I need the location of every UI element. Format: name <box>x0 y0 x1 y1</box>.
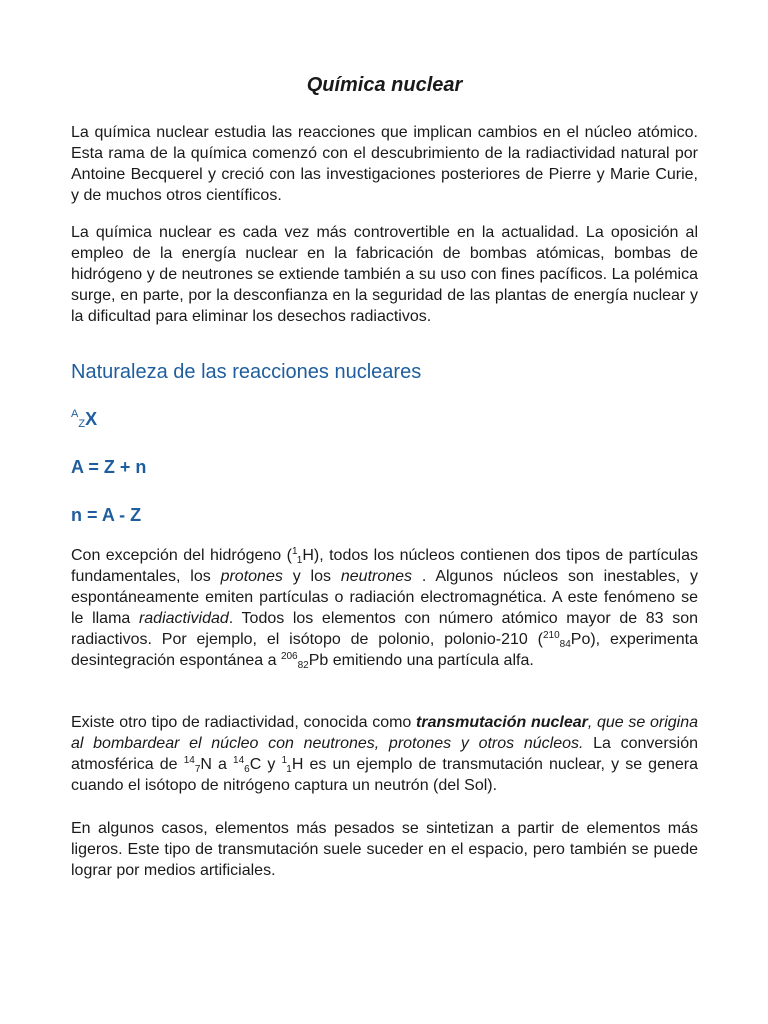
body-paragraph-4 <box>71 712 698 796</box>
text-run: Con excepción del hidrógeno ( <box>71 547 292 564</box>
text-run: H), todos los núcleos contienen dos tipos de partículas fundamentales, los <box>71 547 699 585</box>
superscript: 14 <box>183 755 195 766</box>
subscript: 84 <box>559 639 571 650</box>
superscript: 210 <box>542 630 560 641</box>
subscript: 1 <box>286 764 292 775</box>
intro-paragraph-1: La química nuclear estudia las reacciones que implican cambios en el núcleo atómico. Esta rama de la química comenzó con el descubrimiento de la radiactividad natural por Antoine Becquerel y creció con las investigaciones posteriores de Pierre y Marie Curie, y de muchos otros científicos. <box>71 124 698 204</box>
atomic-number-symbol: Z <box>78 418 86 430</box>
subscript: 82 <box>297 660 309 671</box>
document-title: Química nuclear <box>306 74 463 96</box>
body-paragraph-5: En algunos casos, elementos más pesados se sintetizan a partir de elementos más ligeros. Este tipo de transmutación suele suceder en el espacio, pero también se puede lograr por medios artificiales. <box>71 820 698 879</box>
text-run: H es un ejemplo de transmutación nuclear, y se genera cuando el isótopo de nitrógeno captura un neutrón (del Sol). <box>71 756 699 794</box>
section-heading: Naturaleza de las reacciones nucleares <box>71 361 422 383</box>
text-run: Existe otro tipo de radiactividad, conocida como <box>71 714 417 731</box>
text-run: . Algunos núcleos son inestables, y espontáneamente emiten partículas o radiación electromagnética. A este fenómeno se le llama <box>71 568 699 627</box>
superscript: 1 <box>291 546 297 557</box>
text-run: y los <box>282 568 341 585</box>
emphasis-neutrones: neutrones <box>340 568 413 585</box>
subscript: 1 <box>296 555 303 566</box>
subscript: 6 <box>244 764 250 775</box>
neutron-number-formula: n = A - Z <box>71 505 142 525</box>
nuclide-notation <box>71 409 97 430</box>
text-run: N a <box>200 756 234 773</box>
subscript: 7 <box>194 764 201 775</box>
text-run: Po), experimenta desintegración espontánea a <box>71 631 699 669</box>
text-run: C y <box>249 756 282 773</box>
element-symbol: X <box>85 409 98 429</box>
superscript: 14 <box>233 755 245 766</box>
text-run: . Todos los elementos con número atómico mayor de 83 son radiactivos. Por ejemplo, el isótopo de polonio, polonio-210 ( <box>71 610 699 648</box>
text-run: Pb emitiendo una partícula alfa. <box>308 652 534 669</box>
intro-paragraph-2: La química nuclear es cada vez más controvertible en la actualidad. La oposición al empleo de la energía nuclear en la fabricación de bombas atómicas, bombas de hidrógeno y de neutrones se extiende también a su uso con fines pacíficos. La polémica surge, en parte, por la desconfianza en la seguridad de las plantas de energía nuclear y la dificultad para eliminar los desechos radiactivos. <box>71 224 698 325</box>
emphasis-radiactividad: radiactividad <box>138 610 229 627</box>
emphasis-text: , que se origina al bombardear el núcleo con neutrones, protones y otros núcleos. <box>71 714 699 752</box>
mass-number-symbol: A <box>71 408 79 420</box>
superscript: 1 <box>281 755 287 766</box>
mass-number-formula: A = Z + n <box>71 457 147 477</box>
superscript: 206 <box>280 651 298 662</box>
text-run: La conversión atmosférica de <box>71 735 699 773</box>
emphasis-transmutacion-nuclear: transmutación nuclear <box>416 714 588 731</box>
emphasis-protones: protones <box>220 568 283 585</box>
body-paragraph-3 <box>71 545 698 671</box>
